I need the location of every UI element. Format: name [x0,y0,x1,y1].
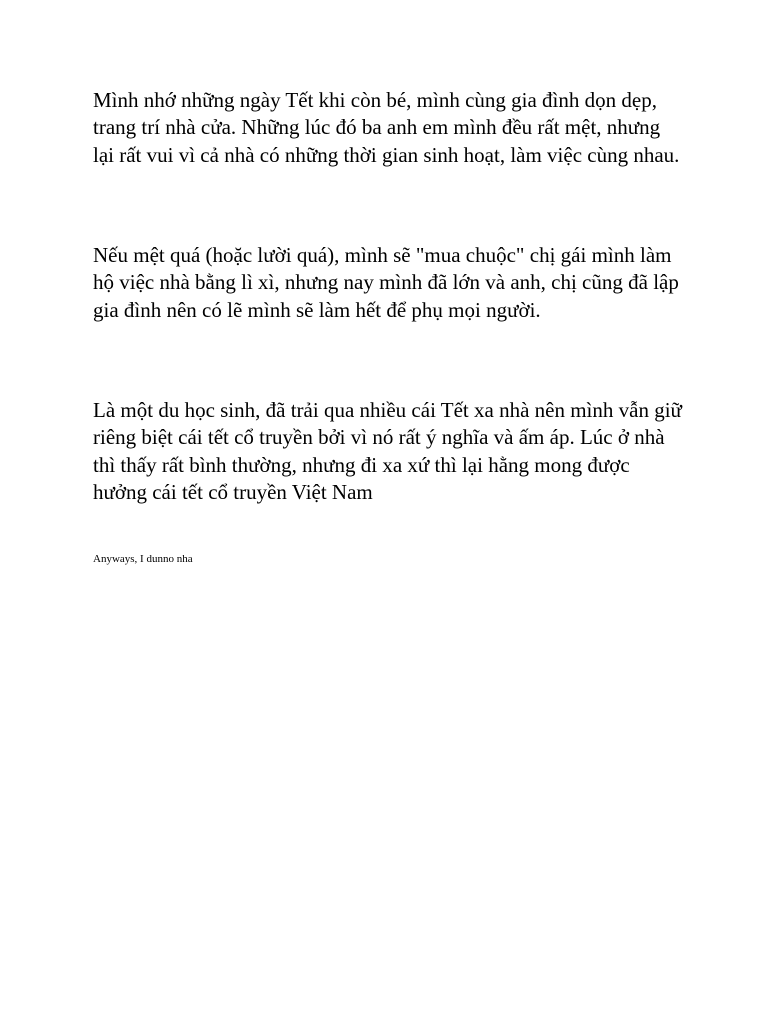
paragraph-study-abroad: Là một du học sinh, đã trải qua nhiều cái Tết xa nhà nên mình vẫn giữ riêng biệt cái tết cổ truyền bởi vì nó rất ý nghĩa và ấm áp. Lúc ở nhà thì thấy rất bình thường, nhưng đi xa xứ thì lại hằng mong được hưởng cái tết cổ truyền Việt Nam [93,398,682,505]
paragraph-childhood-tet: Mình nhớ những ngày Tết khi còn bé, mình cùng gia đình dọn dẹp, trang trí nhà cửa. Những lúc đó ba anh em mình đều rất mệt, nhưng lại rất vui vì cả nhà có những thời gian sinh hoạt, làm việc cùng nhau. [93,88,680,167]
paragraph-housework: Nếu mệt quá (hoặc lười quá), mình sẽ "mua chuộc" chị gái mình làm hộ việc nhà bằng lì xì, nhưng nay mình đã lớn và anh, chị cũng đã lập gia đình nên có lẽ mình sẽ làm hết để phụ mọi người. [93,243,679,322]
small-note: Anyways, I dunno nha [93,553,193,565]
